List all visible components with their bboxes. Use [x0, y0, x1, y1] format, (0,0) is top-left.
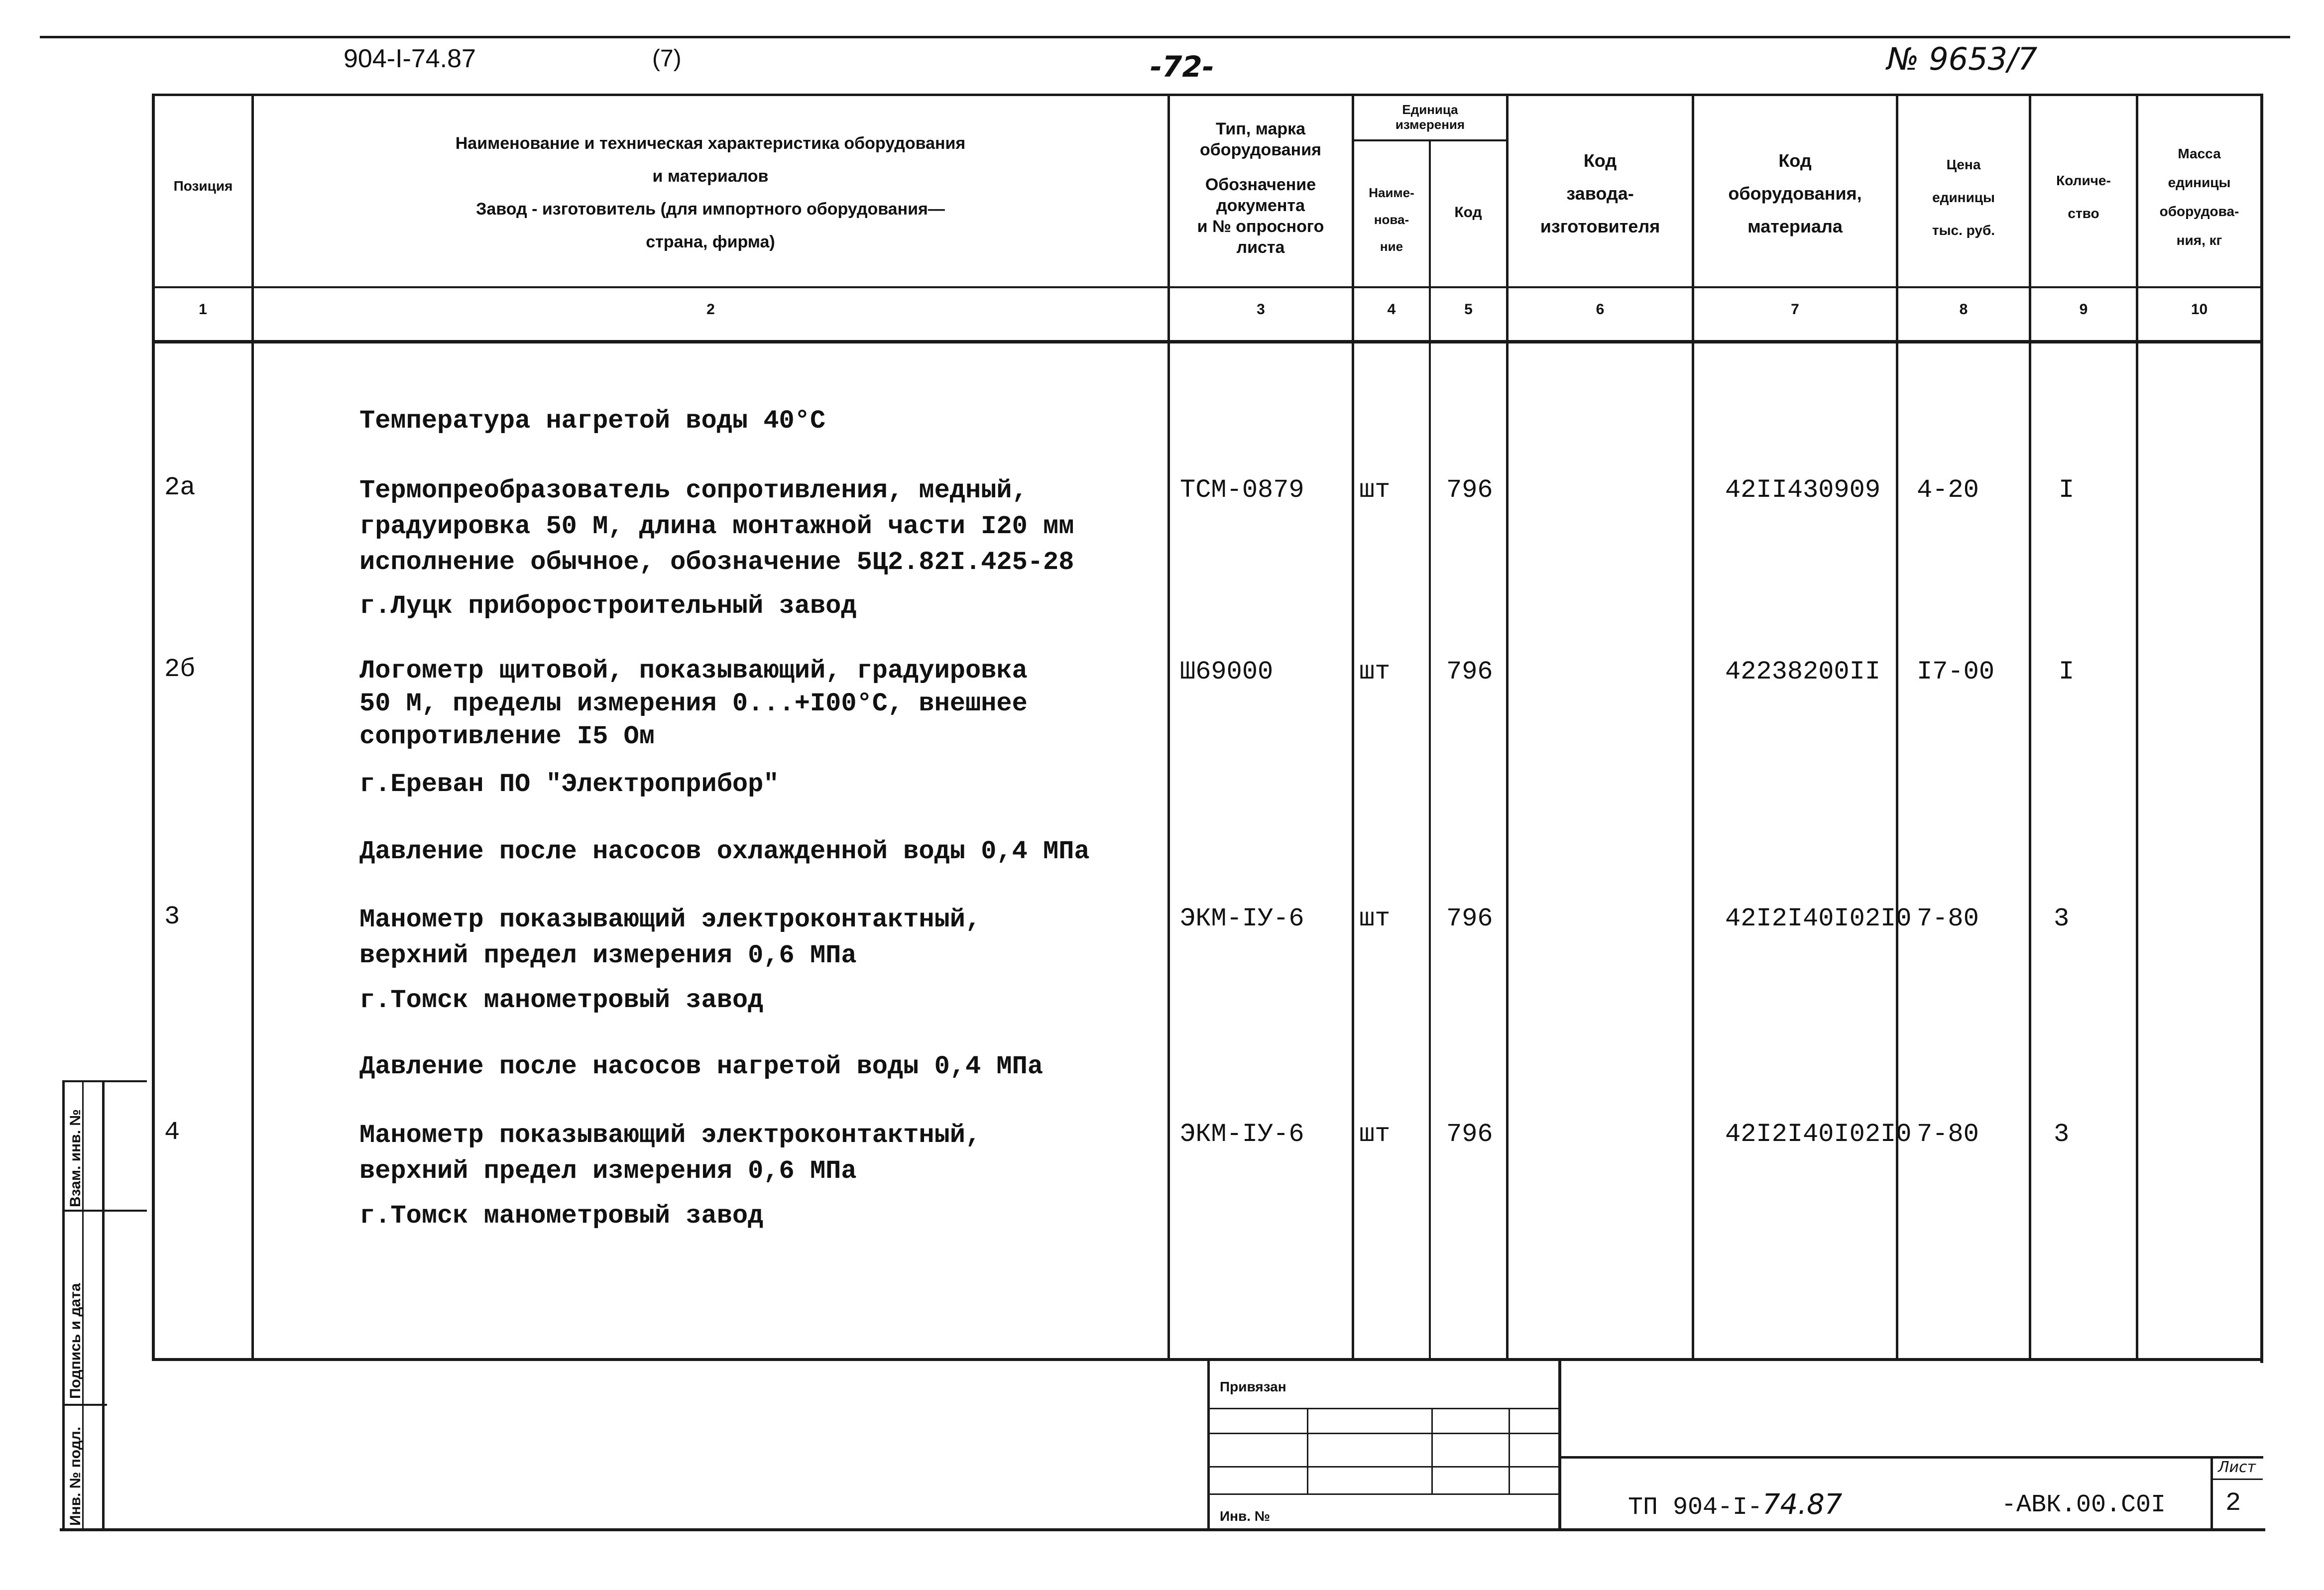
header-mass-line3: оборудова- — [2159, 204, 2239, 219]
project-code-suffix: -АВК.00.С0I — [2001, 1491, 2166, 1519]
privyazan-row4 — [1207, 1493, 1561, 1495]
item-2b-maker: г.Ереван ПО "Электроприбор" — [359, 770, 779, 799]
item-2a-line1: Термопреобразователь сопротивления, медный, — [359, 476, 1028, 505]
header-price — [1898, 148, 2029, 247]
col-sep-3 — [1352, 94, 1354, 1361]
colnum-10: 10 — [2191, 301, 2208, 318]
colnum-7: 7 — [1791, 301, 1799, 318]
privyazan-col2 — [1431, 1408, 1433, 1495]
item-2b-position: 2б — [164, 655, 196, 684]
sheet-label: Лист — [2218, 1459, 2256, 1476]
header-price-line1: Цена — [1946, 157, 1981, 172]
header-type-line3: Обозначение — [1205, 175, 1316, 194]
header-factory-code — [1509, 144, 1692, 243]
item-2b-price: I7-00 — [1917, 657, 1995, 686]
header-type-line2: оборудования — [1200, 140, 1321, 159]
item-3-line1: Манометр показывающий электроконтактный, — [359, 905, 981, 934]
header-type — [1171, 118, 1350, 258]
item-2b-quantity: I — [2059, 657, 2075, 686]
header-equipment-code — [1694, 144, 1896, 243]
header-mass-line2: единицы — [2168, 175, 2231, 190]
item-2a-description — [359, 473, 1074, 624]
header-name-line1: Наименование и техническая характеристика оборудования — [455, 134, 966, 153]
item-3-price: 7-80 — [1917, 904, 1979, 933]
item-3-maker: г.Томск манометровый завод — [359, 986, 764, 1015]
col-sep-2 — [1167, 94, 1170, 1361]
item-2a-type: ТСМ-0879 — [1180, 475, 1304, 505]
header-unit-line1: Единица — [1402, 102, 1458, 117]
col-sep-7 — [1896, 94, 1898, 1361]
project-code-handwritten: 74.87 — [1762, 1488, 1843, 1521]
col-sep-9 — [2136, 94, 2138, 1361]
section-pressure-chilled: Давление после насосов охлажденной воды 0,4 МПа — [359, 837, 1090, 866]
col-sep-6 — [1692, 94, 1694, 1361]
colnum-6: 6 — [1596, 301, 1605, 318]
col-sep-1 — [251, 94, 254, 1361]
header-type-line1: Тип, марка — [1215, 119, 1306, 138]
table-right-line — [2260, 94, 2263, 1363]
item-4-equipment-code: 42I2I40I02I0 — [1725, 1120, 1912, 1149]
privyazan-row1 — [1207, 1408, 1561, 1409]
item-4-type: ЭКМ-IУ-6 — [1180, 1120, 1304, 1149]
side-stamp-div2 — [62, 1404, 107, 1406]
header-position: Позиция — [173, 178, 233, 194]
item-3-equipment-code: 42I2I40I02I0 — [1725, 904, 1912, 933]
header-mass-line4: ния, кг — [2176, 232, 2222, 248]
item-4-price: 7-80 — [1917, 1120, 1979, 1149]
header-type-line4: документа — [1216, 196, 1305, 215]
header-equipment-code-line2: оборудования, — [1728, 183, 1862, 204]
privyazan-right — [1558, 1358, 1561, 1530]
col-sep-4 — [1429, 139, 1431, 1361]
privyazan-row3 — [1207, 1466, 1561, 1468]
item-4-description — [359, 1118, 981, 1234]
side-stamp-div1 — [62, 1210, 147, 1212]
header-mass-line1: Масса — [2178, 146, 2221, 161]
item-3-description — [359, 902, 981, 1019]
header-type-line6: листа — [1236, 238, 1285, 257]
item-4-position: 4 — [164, 1118, 180, 1147]
item-2a-line3: исполнение обычное, обозначение 5Ц2.82I.425-28 — [359, 548, 1074, 577]
item-2a-quantity: I — [2059, 475, 2075, 505]
header-name-line4: страна, фирма) — [646, 232, 775, 251]
colnum-8: 8 — [1959, 301, 1968, 318]
header-unit-line2: измерения — [1395, 117, 1465, 132]
item-2a-price: 4-20 — [1917, 475, 1979, 505]
item-2a-position: 2а — [164, 473, 196, 502]
side-stamp-right — [102, 1080, 105, 1531]
colnum-5: 5 — [1464, 301, 1473, 318]
inventory-number-label: Инв. № — [1220, 1508, 1271, 1524]
colnum-divider — [152, 340, 2263, 343]
project-code-prefix: ТП 904-I- — [1628, 1493, 1763, 1522]
side-stamp-original: Инв. № подл. — [67, 1426, 84, 1526]
item-2b-equipment-code: 42238200II — [1725, 657, 1881, 686]
section-temperature: Температура нагретой воды 40°С — [359, 406, 826, 436]
item-2a-unit-code: 796 — [1446, 475, 1493, 505]
side-stamp-left — [62, 1080, 65, 1531]
colnum-2: 2 — [706, 301, 715, 318]
sheet-number: 2 — [2225, 1488, 2241, 1518]
header-mass — [2138, 139, 2260, 255]
header-unit-name-line3: ние — [1380, 239, 1403, 254]
archive-number: № 9653/7 — [1887, 41, 2038, 77]
project-code — [1628, 1488, 1842, 1522]
item-2b-type: Ш69000 — [1180, 657, 1274, 686]
section-pressure-heated: Давление после насосов нагретой воды 0,4 МПа — [359, 1052, 1044, 1081]
table-top-line — [152, 94, 2263, 96]
item-4-maker: г.Томск манометровый завод — [359, 1201, 764, 1231]
colnum-4: 4 — [1387, 301, 1396, 318]
privyazan-col1 — [1307, 1408, 1308, 1495]
bottom-border — [60, 1528, 2265, 1531]
item-2b-line3: сопротивление I5 Ом — [359, 722, 655, 751]
privyazan-col3 — [1509, 1408, 1510, 1495]
header-unit — [1354, 102, 1506, 132]
privyazan-row2 — [1207, 1433, 1561, 1434]
item-3-unit-code: 796 — [1446, 904, 1493, 933]
header-price-line3: тыс. руб. — [1932, 223, 1995, 238]
document-code: 904-I-74.87 — [344, 44, 476, 73]
item-2a-unit: шт — [1359, 475, 1391, 505]
header-equipment-code-line3: материала — [1747, 216, 1843, 236]
item-3-position: 3 — [164, 902, 180, 931]
side-stamp-replacement: Взам. инв. № — [67, 1109, 84, 1207]
item-2a-line2: градуировка 50 М, длина монтажной части I20 мм — [359, 512, 1074, 541]
table-left-line — [152, 94, 155, 1361]
col-sep-8 — [2029, 94, 2031, 1361]
header-divider — [152, 286, 2263, 288]
header-equipment-code-line1: Код — [1778, 150, 1812, 171]
item-4-line2: верхний предел измерения 0,6 МПа — [359, 1156, 857, 1186]
header-name-line3: Завод - изготовитель (для импортного оборудования— — [476, 200, 945, 219]
item-3-type: ЭКМ-IУ-6 — [1180, 904, 1304, 933]
header-unit-name-line2: нова- — [1374, 212, 1409, 227]
item-3-unit: шт — [1359, 904, 1391, 933]
header-quantity-line2: ство — [2068, 206, 2099, 221]
header-quantity-line1: Количе- — [2056, 173, 2111, 188]
item-4-line1: Манометр показывающий электроконтактный, — [359, 1121, 981, 1150]
header-unit-name-line1: Наиме- — [1369, 185, 1414, 200]
col-sep-5 — [1506, 94, 1509, 1361]
header-type-line5: и № опросного — [1197, 217, 1324, 236]
item-3-line2: верхний предел измерения 0,6 МПа — [359, 941, 857, 970]
item-4-quantity: 3 — [2054, 1120, 2070, 1149]
item-2b-line1: Логометр щитовой, показывающий, градуировка — [359, 656, 1028, 685]
item-2b-unit-code: 796 — [1446, 657, 1493, 686]
header-quantity — [2031, 164, 2136, 230]
colnum-3: 3 — [1257, 301, 1265, 318]
header-name-line2: и материалов — [652, 167, 769, 186]
item-4-unit: шт — [1359, 1120, 1391, 1149]
header-name — [255, 127, 1166, 258]
page-number: -72- — [1150, 50, 1214, 84]
item-2a-maker: г.Луцк приборостроительный завод — [359, 591, 857, 621]
top-border — [40, 36, 2290, 38]
item-4-unit-code: 796 — [1446, 1120, 1493, 1149]
header-unit-code: Код — [1454, 204, 1482, 221]
privyazan-label: Привязан — [1220, 1379, 1286, 1394]
sheet-label-line — [2210, 1478, 2263, 1480]
item-2b-unit: шт — [1359, 657, 1391, 686]
colnum-9: 9 — [2079, 301, 2088, 318]
side-stamp-top — [62, 1080, 147, 1082]
header-factory-code-line1: Код — [1583, 150, 1617, 171]
privyazan-left — [1207, 1358, 1210, 1530]
code-block-top — [1561, 1456, 2263, 1459]
header-factory-code-line3: изготовителя — [1540, 216, 1660, 236]
item-3-quantity: 3 — [2054, 904, 2070, 933]
sheet-sep — [2210, 1456, 2213, 1531]
item-2b-line2: 50 М, пределы измерения 0...+I00°С, внешнее — [359, 689, 1028, 718]
header-factory-code-line2: завода- — [1566, 183, 1634, 204]
item-2b-description — [359, 655, 1028, 801]
side-stamp-signature: Подпись и дата — [67, 1283, 84, 1399]
document-index: (7) — [652, 45, 682, 72]
colnum-1: 1 — [199, 301, 207, 318]
unit-subheader-line — [1352, 139, 1509, 141]
header-unit-name — [1354, 179, 1429, 260]
item-2a-equipment-code: 42II430909 — [1725, 475, 1881, 505]
header-price-line2: единицы — [1932, 190, 1995, 205]
